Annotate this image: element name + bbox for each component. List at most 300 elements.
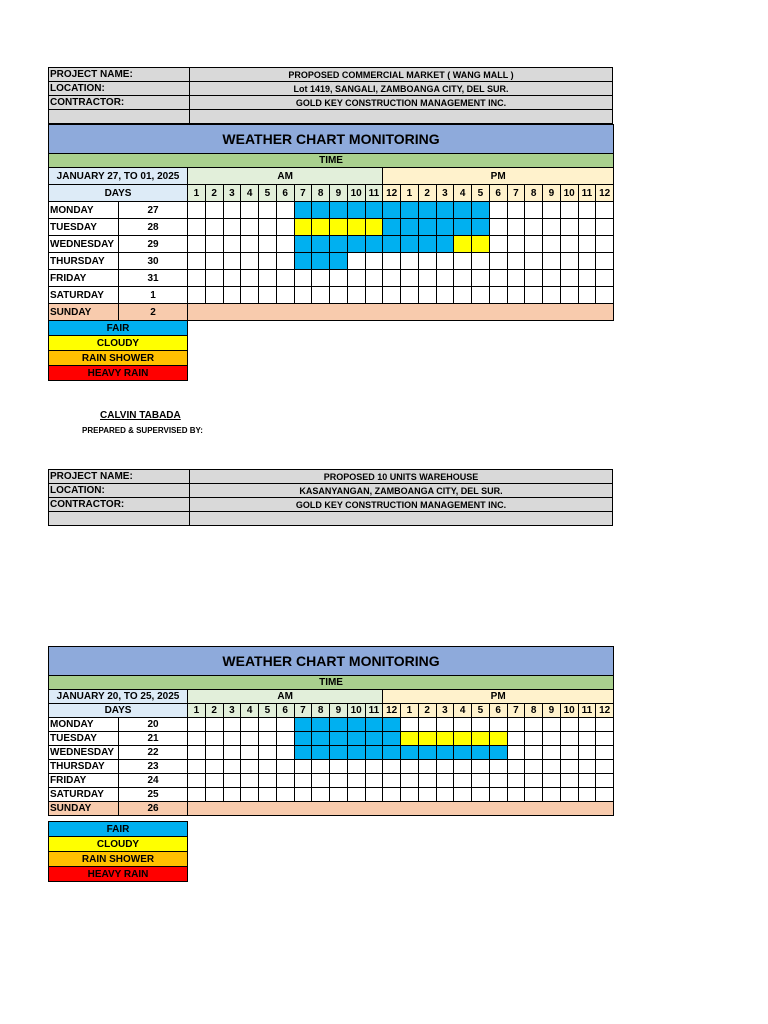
weather-cell — [472, 270, 490, 287]
weather-cell — [330, 718, 348, 732]
chart-title: WEATHER CHART MONITORING — [49, 125, 614, 154]
weather-cell — [312, 732, 330, 746]
weather-cell — [205, 253, 223, 270]
weather-cell — [543, 732, 561, 746]
legend-fair: FAIR — [49, 822, 188, 837]
location-value: Lot 1419, SANGALI, ZAMBOANGA CITY, DEL SUR. — [190, 82, 613, 96]
weather-cell — [560, 788, 578, 802]
pm-header: PM — [383, 168, 614, 185]
weather-cell — [276, 287, 294, 304]
weather-cell — [578, 236, 596, 253]
weather-cell — [205, 219, 223, 236]
weather-cell — [596, 760, 614, 774]
weather-cell — [489, 253, 507, 270]
weather-cell — [365, 718, 383, 732]
weather-cell — [294, 219, 312, 236]
weather-cell — [560, 746, 578, 760]
weather-cell — [489, 219, 507, 236]
weather-cell — [401, 270, 419, 287]
weather-cell — [294, 202, 312, 219]
sunday-row — [49, 802, 614, 816]
date-range: JANUARY 27, TO 01, 2025 — [49, 168, 188, 185]
weather-cell — [223, 253, 241, 270]
weather-cell — [401, 774, 419, 788]
location-label: LOCATION: — [49, 484, 190, 498]
hour-header: 11 — [578, 704, 596, 718]
weather-cell — [188, 732, 206, 746]
hour-header: 9 — [543, 704, 561, 718]
weather-cell — [454, 718, 472, 732]
sunday-blank — [188, 802, 614, 816]
weather-cell — [418, 774, 436, 788]
weather-cell — [276, 718, 294, 732]
weather-cell — [525, 236, 543, 253]
weather-cell — [312, 788, 330, 802]
weather-cell — [205, 760, 223, 774]
weather-cell — [436, 236, 454, 253]
weather-cell — [294, 287, 312, 304]
weather-cell — [418, 746, 436, 760]
day-row — [49, 253, 614, 270]
weather-cell — [294, 760, 312, 774]
hour-header: 1 — [401, 185, 419, 202]
weather-cell — [489, 718, 507, 732]
day-name: SUNDAY — [49, 802, 119, 816]
hour-header: 4 — [454, 185, 472, 202]
weather-cell — [507, 253, 525, 270]
weather-cell — [294, 718, 312, 732]
sunday-row — [49, 304, 614, 321]
hour-header: 12 — [383, 704, 401, 718]
weather-cell — [223, 236, 241, 253]
hour-header: 10 — [560, 185, 578, 202]
hour-header: 1 — [188, 704, 206, 718]
hour-header: 11 — [578, 185, 596, 202]
weather-cell — [596, 774, 614, 788]
project-info-table-1 — [48, 67, 613, 124]
blank-label — [49, 512, 190, 526]
weather-cell — [383, 746, 401, 760]
weather-cell — [330, 236, 348, 253]
weather-cell — [525, 774, 543, 788]
day-name: WEDNESDAY — [49, 236, 119, 253]
weather-cell — [330, 774, 348, 788]
hour-header: 7 — [507, 704, 525, 718]
weather-cell — [507, 270, 525, 287]
weather-cell — [578, 219, 596, 236]
weather-cell — [401, 236, 419, 253]
hour-header: 6 — [276, 185, 294, 202]
weather-cell — [259, 788, 277, 802]
weather-cell — [418, 270, 436, 287]
day-name: TUESDAY — [49, 732, 119, 746]
weather-cell — [241, 774, 259, 788]
weather-cell — [560, 774, 578, 788]
weather-cell — [454, 202, 472, 219]
weather-cell — [436, 774, 454, 788]
hour-header: 12 — [596, 704, 614, 718]
weather-cell — [418, 287, 436, 304]
weather-cell — [241, 202, 259, 219]
weather-cell — [596, 788, 614, 802]
hour-header: 3 — [436, 185, 454, 202]
weather-cell — [312, 287, 330, 304]
weather-cell — [241, 270, 259, 287]
weather-cell — [188, 236, 206, 253]
weather-cell — [330, 253, 348, 270]
weather-cell — [365, 202, 383, 219]
weather-cell — [507, 746, 525, 760]
weather-cell — [223, 788, 241, 802]
day-row — [49, 732, 614, 746]
weather-cell — [418, 253, 436, 270]
time-header: TIME — [49, 154, 614, 168]
weather-cell — [578, 746, 596, 760]
weather-cell — [294, 774, 312, 788]
weather-cell — [188, 270, 206, 287]
weather-cell — [330, 732, 348, 746]
day-row — [49, 718, 614, 732]
day-date: 22 — [119, 746, 188, 760]
legend-fair: FAIR — [49, 321, 188, 336]
weather-cell — [596, 236, 614, 253]
weather-cell — [525, 746, 543, 760]
blank-value — [190, 512, 613, 526]
hour-header: 3 — [223, 704, 241, 718]
weather-cell — [472, 236, 490, 253]
chart-title: WEATHER CHART MONITORING — [49, 647, 614, 676]
weather-cell — [383, 219, 401, 236]
weather-cell — [188, 774, 206, 788]
weather-cell — [543, 202, 561, 219]
weather-cell — [223, 718, 241, 732]
weather-cell — [188, 718, 206, 732]
weather-cell — [223, 270, 241, 287]
weather-legend-1 — [48, 320, 188, 381]
signatory-role: PREPARED & SUPERVISED BY: — [82, 426, 203, 435]
weather-cell — [489, 760, 507, 774]
hour-header: 7 — [294, 704, 312, 718]
weather-cell — [347, 253, 365, 270]
hour-header: 5 — [259, 185, 277, 202]
weather-cell — [330, 219, 348, 236]
weather-cell — [259, 760, 277, 774]
day-date: 28 — [119, 219, 188, 236]
day-date: 27 — [119, 202, 188, 219]
weather-cell — [223, 760, 241, 774]
weather-cell — [560, 253, 578, 270]
day-date: 1 — [119, 287, 188, 304]
weather-cell — [294, 788, 312, 802]
weather-cell — [489, 788, 507, 802]
day-name: THURSDAY — [49, 253, 119, 270]
weather-cell — [578, 760, 596, 774]
hour-header: 9 — [330, 704, 348, 718]
hour-header: 7 — [294, 185, 312, 202]
weather-cell — [578, 718, 596, 732]
weather-cell — [188, 788, 206, 802]
day-row — [49, 788, 614, 802]
project-name-value: PROPOSED 10 UNITS WAREHOUSE — [190, 470, 613, 484]
weather-cell — [241, 253, 259, 270]
weather-cell — [418, 236, 436, 253]
weather-cell — [578, 732, 596, 746]
weather-cell — [578, 774, 596, 788]
weather-cell — [578, 270, 596, 287]
legend-heavy-rain: HEAVY RAIN — [49, 366, 188, 381]
weather-cell — [543, 219, 561, 236]
weather-cell — [259, 219, 277, 236]
weather-cell — [205, 287, 223, 304]
weather-cell — [578, 287, 596, 304]
weather-cell — [259, 202, 277, 219]
weather-cell — [543, 746, 561, 760]
weather-cell — [365, 287, 383, 304]
legend-heavy-rain: HEAVY RAIN — [49, 867, 188, 882]
weather-cell — [507, 718, 525, 732]
weather-cell — [223, 774, 241, 788]
weather-cell — [241, 219, 259, 236]
weather-cell — [205, 236, 223, 253]
weather-cell — [560, 219, 578, 236]
weather-cell — [383, 253, 401, 270]
hour-header: 7 — [507, 185, 525, 202]
weather-cell — [543, 718, 561, 732]
day-date: 29 — [119, 236, 188, 253]
weather-cell — [241, 287, 259, 304]
weather-cell — [454, 732, 472, 746]
weather-cell — [276, 746, 294, 760]
weather-cell — [276, 760, 294, 774]
weather-cell — [454, 219, 472, 236]
weather-cell — [436, 788, 454, 802]
weather-cell — [525, 760, 543, 774]
weather-cell — [383, 732, 401, 746]
weather-cell — [223, 202, 241, 219]
weather-cell — [401, 253, 419, 270]
weather-cell — [188, 746, 206, 760]
hour-header: 8 — [525, 704, 543, 718]
weather-cell — [312, 746, 330, 760]
am-header: AM — [188, 690, 383, 704]
weather-cell — [365, 788, 383, 802]
weather-cell — [401, 746, 419, 760]
weather-cell — [259, 774, 277, 788]
weather-cell — [223, 746, 241, 760]
weather-cell — [259, 746, 277, 760]
weather-cell — [578, 788, 596, 802]
weather-cell — [259, 287, 277, 304]
weather-cell — [401, 718, 419, 732]
hour-header: 2 — [205, 704, 223, 718]
weather-cell — [294, 236, 312, 253]
weather-cell — [312, 760, 330, 774]
hour-header: 6 — [489, 704, 507, 718]
weather-cell — [472, 760, 490, 774]
weather-cell — [472, 219, 490, 236]
day-date: 26 — [119, 802, 188, 816]
day-date: 21 — [119, 732, 188, 746]
weather-cell — [330, 287, 348, 304]
weather-cell — [454, 746, 472, 760]
weather-cell — [543, 788, 561, 802]
day-name: FRIDAY — [49, 774, 119, 788]
weather-cell — [312, 202, 330, 219]
weather-cell — [436, 253, 454, 270]
weather-cell — [365, 236, 383, 253]
weather-cell — [543, 774, 561, 788]
weather-cell — [347, 236, 365, 253]
weather-cell — [525, 253, 543, 270]
weather-cell — [507, 202, 525, 219]
weather-cell — [347, 774, 365, 788]
hour-header: 5 — [472, 185, 490, 202]
project-name-label: PROJECT NAME: — [49, 68, 190, 82]
weather-cell — [507, 774, 525, 788]
weather-cell — [560, 732, 578, 746]
weather-cell — [276, 774, 294, 788]
weather-cell — [454, 287, 472, 304]
weather-cell — [347, 287, 365, 304]
project-info-table-2 — [48, 469, 613, 526]
hour-header: 5 — [259, 704, 277, 718]
hour-header: 8 — [525, 185, 543, 202]
hour-header: 1 — [188, 185, 206, 202]
weather-cell — [596, 746, 614, 760]
day-date: 2 — [119, 304, 188, 321]
weather-cell — [312, 253, 330, 270]
weather-cell — [472, 774, 490, 788]
weather-cell — [188, 202, 206, 219]
day-name: SATURDAY — [49, 788, 119, 802]
day-date: 24 — [119, 774, 188, 788]
day-row — [49, 287, 614, 304]
weather-cell — [205, 202, 223, 219]
weather-cell — [543, 287, 561, 304]
weather-cell — [560, 236, 578, 253]
legend-cloudy: CLOUDY — [49, 336, 188, 351]
weather-cell — [276, 270, 294, 287]
weather-cell — [383, 270, 401, 287]
hour-header: 4 — [241, 185, 259, 202]
weather-cell — [276, 202, 294, 219]
hour-header: 8 — [312, 185, 330, 202]
weather-cell — [383, 236, 401, 253]
weather-cell — [525, 788, 543, 802]
day-name: FRIDAY — [49, 270, 119, 287]
hour-header: 11 — [365, 185, 383, 202]
weather-cell — [241, 746, 259, 760]
weather-cell — [241, 732, 259, 746]
weather-cell — [507, 760, 525, 774]
day-row — [49, 270, 614, 287]
weather-cell — [401, 287, 419, 304]
weather-cell — [489, 287, 507, 304]
weather-cell — [383, 760, 401, 774]
days-header: DAYS — [49, 704, 188, 718]
weather-cell — [259, 236, 277, 253]
weather-cell — [205, 746, 223, 760]
weather-cell — [454, 760, 472, 774]
weather-cell — [454, 236, 472, 253]
weather-cell — [259, 732, 277, 746]
hour-header: 9 — [330, 185, 348, 202]
weather-cell — [312, 219, 330, 236]
hour-header: 3 — [436, 704, 454, 718]
hour-header: 9 — [543, 185, 561, 202]
weather-cell — [543, 253, 561, 270]
days-header: DAYS — [49, 185, 188, 202]
pm-header: PM — [383, 690, 614, 704]
day-date: 20 — [119, 718, 188, 732]
weather-cell — [525, 270, 543, 287]
weather-cell — [507, 236, 525, 253]
legend-rain-shower: RAIN SHOWER — [49, 852, 188, 867]
weather-cell — [276, 236, 294, 253]
day-name: MONDAY — [49, 718, 119, 732]
weather-cell — [543, 270, 561, 287]
project-name-value: PROPOSED COMMERCIAL MARKET ( WANG MALL ) — [190, 68, 613, 82]
location-value: KASANYANGAN, ZAMBOANGA CITY, DEL SUR. — [190, 484, 613, 498]
day-name: WEDNESDAY — [49, 746, 119, 760]
weather-cell — [383, 287, 401, 304]
day-name: SUNDAY — [49, 304, 119, 321]
weather-cell — [294, 732, 312, 746]
signatory-name: CALVIN TABADA — [100, 410, 181, 421]
weather-cell — [507, 219, 525, 236]
weather-cell — [312, 236, 330, 253]
hour-header: 1 — [401, 704, 419, 718]
blank-label — [49, 110, 190, 124]
day-date: 25 — [119, 788, 188, 802]
blank-value — [190, 110, 613, 124]
weather-cell — [418, 760, 436, 774]
weather-cell — [489, 202, 507, 219]
location-label: LOCATION: — [49, 82, 190, 96]
weather-cell — [347, 746, 365, 760]
weather-cell — [188, 287, 206, 304]
weather-cell — [365, 253, 383, 270]
weather-cell — [489, 270, 507, 287]
weather-cell — [525, 202, 543, 219]
weather-cell — [294, 746, 312, 760]
weather-cell — [330, 270, 348, 287]
weather-cell — [241, 236, 259, 253]
weather-cell — [507, 287, 525, 304]
weather-cell — [418, 718, 436, 732]
weather-cell — [205, 788, 223, 802]
weather-cell — [365, 746, 383, 760]
weather-cell — [401, 219, 419, 236]
weather-cell — [543, 236, 561, 253]
weather-cell — [454, 774, 472, 788]
weather-cell — [472, 746, 490, 760]
hour-header: 10 — [560, 704, 578, 718]
sunday-blank — [188, 304, 614, 321]
hour-header: 6 — [489, 185, 507, 202]
weather-cell — [205, 270, 223, 287]
weather-cell — [489, 774, 507, 788]
weather-cell — [365, 732, 383, 746]
weather-cell — [436, 718, 454, 732]
weather-cell — [436, 270, 454, 287]
weather-chart-1 — [48, 124, 614, 321]
hour-header: 5 — [472, 704, 490, 718]
weather-cell — [525, 718, 543, 732]
weather-cell — [401, 202, 419, 219]
weather-cell — [294, 270, 312, 287]
weather-cell — [578, 202, 596, 219]
